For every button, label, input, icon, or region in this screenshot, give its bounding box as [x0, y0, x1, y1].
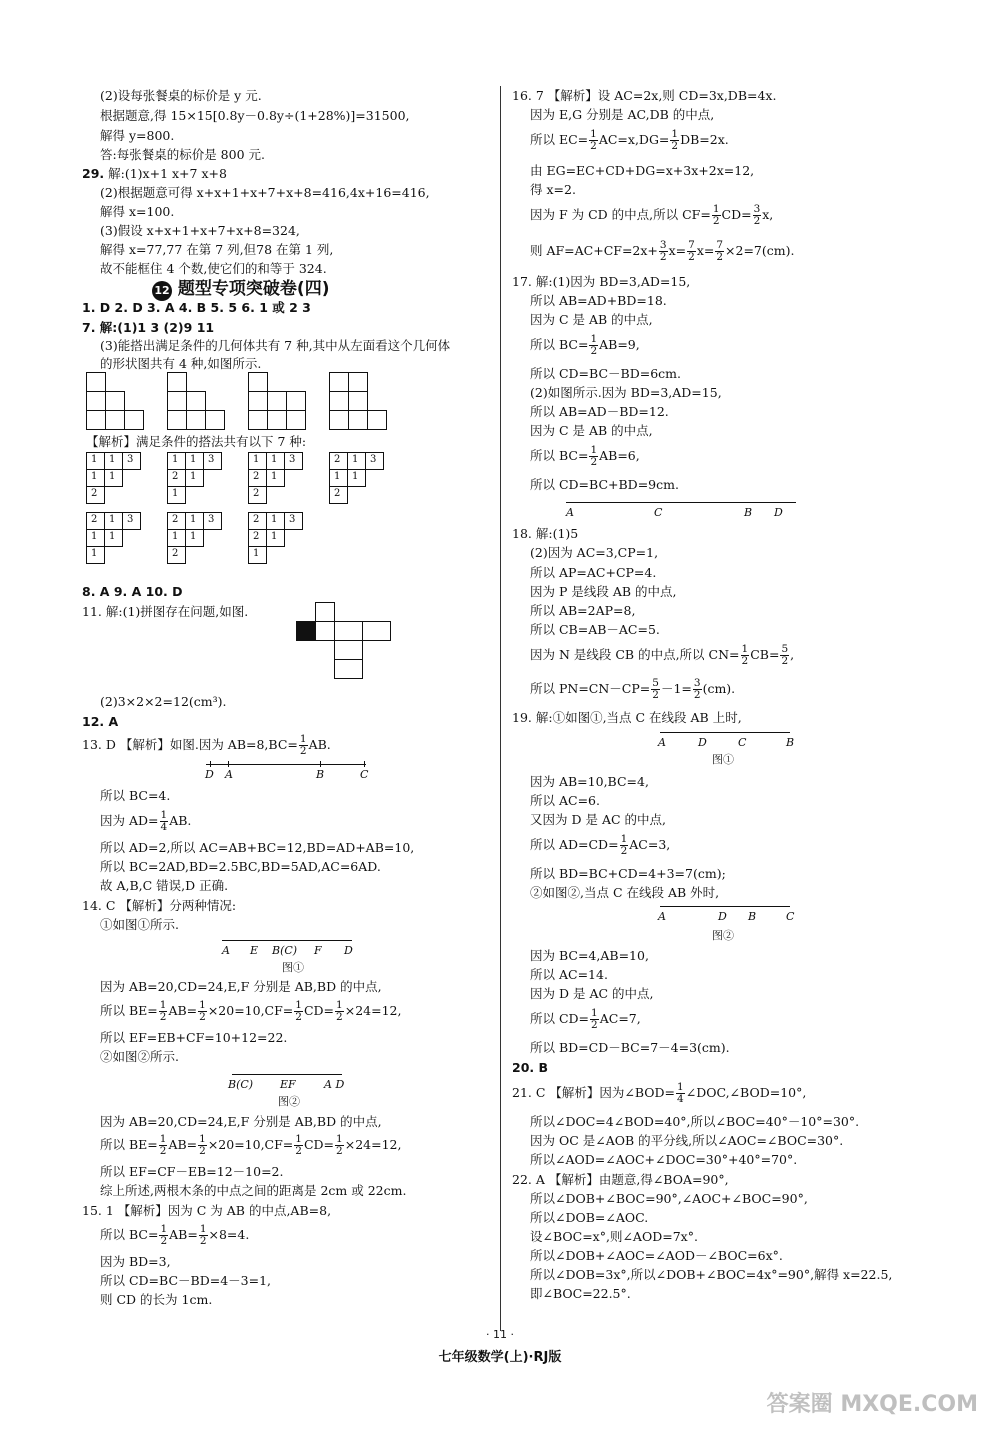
answer-line: 8. A 9. A 10. D: [82, 584, 183, 599]
text-line: 所以 EF=EB+CF=10+12=22.: [100, 1030, 288, 1045]
text-line: 设∠BOC=x°,则∠AOD=7x°.: [530, 1229, 698, 1244]
text-line: 所以 BD=CD－BC=7－4=3(cm).: [530, 1040, 730, 1055]
text-line: (2)3×2×2=12(cm³).: [100, 694, 227, 709]
text-line: (2)根据题意可得 x+x+1+x+7+x+8=416,4x+16=416,: [100, 185, 430, 200]
cube: [86, 410, 106, 430]
text-line: (2)如图所示.因为 BD=3,AD=15,: [530, 385, 722, 400]
text-line: 因为 AB=20,CD=24,E,F 分别是 AB,BD 的中点,: [100, 1114, 382, 1129]
text-line: 11. 解:(1)拼图存在问题,如图.: [82, 604, 249, 619]
text-line: 所以 CD=BC－BD=4－3=1,: [100, 1273, 272, 1288]
text-line: 所以 BC=: [530, 448, 589, 463]
cube: [105, 391, 125, 411]
section-title: [152, 274, 329, 301]
text-line: 根据题意,得 15×15[0.8y－0.8y÷(1+28%)]=31500,: [100, 108, 410, 123]
text-line: 所以 AD=2,所以 AC=AB+BC=12,BD=AD+AB=10,: [100, 840, 415, 855]
text-line: 综上所述,两根木条的中点之间的距离是 2cm 或 22cm.: [100, 1183, 407, 1198]
text-line: 【解析】满足条件的搭法共有以下 7 种:: [86, 434, 307, 449]
text-line: 又因为 D 是 AC 的中点,: [530, 812, 666, 827]
column-divider: [500, 86, 501, 1331]
cube: [124, 410, 144, 430]
cube: [205, 410, 225, 430]
cube: [167, 391, 187, 411]
text-line: 17. 解:(1)因为 BD=3,AD=15,: [512, 274, 691, 289]
cube: [367, 410, 387, 430]
text-line: 因为 AB=10,BC=4,: [530, 774, 649, 789]
text-line: 所以 BE=: [100, 1137, 158, 1152]
text-line: 所以 CD=: [530, 1011, 590, 1026]
cube: [329, 372, 349, 392]
watermark: 答案圈 MXQE.COM: [766, 1392, 978, 1417]
text-line: 即∠BOC=22.5°.: [530, 1286, 631, 1301]
figure-label: 图①: [282, 961, 304, 974]
cube: [286, 410, 306, 430]
section-number-badge: 12: [152, 281, 172, 301]
text-line: 所以 AB=2AP=8,: [530, 603, 636, 618]
text-line: 18. 解:(1)5: [512, 526, 579, 541]
section-title-text: 题型专项突破卷(四): [177, 279, 330, 299]
text-line: ②如图②,当点 C 在线段 AB 外时,: [530, 885, 720, 900]
cube: [348, 391, 368, 411]
question-number: 29.: [82, 166, 105, 181]
text-line: 解:(1)x+1 x+7 x+8: [108, 166, 227, 181]
text-line: 因为 D 是 AC 的中点,: [530, 986, 654, 1001]
text-line: 因为 BD=3,: [100, 1254, 171, 1269]
text-line: 的形状图共有 4 种,如图所示.: [100, 356, 262, 371]
cube: [267, 410, 287, 430]
text-line: 答:每张餐桌的标价是 800 元.: [100, 147, 265, 162]
text-line: 所以 EF=CF－EB=12－10=2.: [100, 1164, 284, 1179]
text-line: 15. 1 【解析】因为 C 为 AB 的中点,AB=8,: [82, 1203, 332, 1218]
text-line: 因为 C 是 AB 的中点,: [530, 423, 653, 438]
text-line: 所以 BC=: [100, 1227, 159, 1242]
text-line: 所以 EC=: [530, 132, 589, 147]
figure-label: 图②: [712, 929, 734, 942]
text-line: 所以 BD=BC+CD=4+3=7(cm);: [530, 866, 726, 881]
cube: [86, 372, 106, 392]
text-line: (2)因为 AC=3,CP=1,: [530, 545, 659, 560]
text-line: 所以 PN=CN－CP=: [530, 681, 651, 696]
cube: [267, 391, 287, 411]
text-line: 因为 E,G 分别是 AC,DB 的中点,: [530, 107, 715, 122]
cube: [248, 372, 268, 392]
text-line: (3)能搭出满足条件的几何体共有 7 种,其中从左面看这个几何体: [100, 338, 451, 353]
text-line: 所以 AC=14.: [530, 967, 608, 982]
text-line: (2)设每张餐桌的标价是 y 元.: [100, 88, 262, 103]
cube: [186, 410, 206, 430]
cube: [348, 410, 368, 430]
text-line: 因为 F 为 CD 的中点,所以 CF=: [530, 207, 711, 222]
cube: [348, 372, 368, 392]
text-line: 故不能框住 4 个数,使它们的和等于 324.: [100, 261, 327, 276]
text-line: 因为 AB=20,CD=24,E,F 分别是 AB,BD 的中点,: [100, 979, 382, 994]
page-number: · 11 ·: [486, 1328, 514, 1341]
text-line: 所以 AB=AD－BD=12.: [530, 404, 669, 419]
text-line: 故 A,B,C 错误,D 正确.: [100, 878, 229, 893]
text-line: 14. C 【解析】分两种情况:: [82, 898, 237, 913]
text-line: 所以 CD=BC－BD=6cm.: [530, 366, 681, 381]
text-line: 解得 x=77,77 在第 7 列,但78 在第 1 列,: [100, 242, 334, 257]
text-line: 所以 AD=CD=: [530, 837, 619, 852]
text-line: 所以∠DOB=∠AOC.: [530, 1210, 649, 1225]
text-line: 因为 OC 是∠AOB 的平分线,所以∠AOC=∠BOC=30°.: [530, 1133, 844, 1148]
cube: [329, 410, 349, 430]
text-line: 所以∠AOD=∠AOC+∠DOC=30°+40°=70°.: [530, 1152, 798, 1167]
text-line: ②如图②所示.: [100, 1049, 179, 1064]
cube: [167, 372, 187, 392]
text-line: 19. 解:①如图①,当点 C 在线段 AB 上时,: [512, 710, 742, 725]
text-line: 所以∠DOC=4∠BOD=40°,所以∠BOC=40°－10°=30°.: [530, 1114, 860, 1129]
cube: [105, 410, 125, 430]
figure-label: 图①: [712, 753, 734, 766]
cube: [186, 391, 206, 411]
figure-label: 图②: [278, 1095, 300, 1108]
text-line: 13. D 【解析】如图.因为 AB=8,BC=: [82, 737, 298, 752]
text-line: 因为 P 是线段 AB 的中点,: [530, 584, 677, 599]
text-line: 所以 CB=AB－AC=5.: [530, 622, 660, 637]
text-line: 所以 BC=: [530, 337, 589, 352]
answer-line: 20. B: [512, 1060, 549, 1075]
text-line: ①如图①所示.: [100, 917, 179, 932]
answer-line: 7. 解:(1)1 3 (2)9 11: [82, 320, 215, 335]
text-line: 所以 BC=4.: [100, 788, 171, 803]
text-line: 因为 BC=4,AB=10,: [530, 948, 649, 963]
text-line: 所以∠DOB+∠AOC=∠AOD－∠BOC=6x°.: [530, 1248, 783, 1263]
text-line: 由 EG=EC+CD+DG=x+3x+2x=12,: [530, 163, 755, 178]
answer-line: 12. A: [82, 714, 119, 729]
text-line: 解得 x=100.: [100, 204, 175, 219]
book-title: 七年级数学(上)·RJ版: [438, 1350, 562, 1365]
text-line: 所以 AP=AC+CP=4.: [530, 565, 657, 580]
cube: [86, 391, 106, 411]
text-line: 因为 C 是 AB 的中点,: [530, 312, 653, 327]
text-line: 所以 BE=: [100, 1003, 158, 1018]
answer-line: 1. D 2. D 3. A 4. B 5. 5 6. 1 或 2 3: [82, 300, 311, 315]
text-line: 则 CD 的长为 1cm.: [100, 1292, 213, 1307]
text-line: 所以 CD=BC+BD=9cm.: [530, 477, 679, 492]
text-line: 则 AF=AC+CF=2x+: [530, 243, 658, 258]
text-line: 得 x=2.: [530, 182, 576, 197]
cube: [248, 410, 268, 430]
text-line: 16. 7 【解析】设 AC=2x,则 CD=3x,DB=4x.: [512, 88, 777, 103]
text-line: 21. C 【解析】因为∠BOD=: [512, 1085, 676, 1100]
cube: [167, 410, 187, 430]
text-line: 因为 AD=: [100, 813, 159, 828]
fraction: $\frac{1}{2}$: [299, 733, 307, 757]
text-line: 解得 y=800.: [100, 128, 175, 143]
text-line: 所以 BC=2AD,BD=2.5BC,BD=5AD,AC=6AD.: [100, 859, 381, 874]
text-line: 所以∠DOB+∠BOC=90°,∠AOC+∠BOC=90°,: [530, 1191, 808, 1206]
text-line: 所以 AB=AD+BD=18.: [530, 293, 667, 308]
text-line: 因为 N 是线段 CB 的中点,所以 CN=: [530, 647, 740, 662]
cube: [248, 391, 268, 411]
text-line: 所以 AC=6.: [530, 793, 600, 808]
cube: [329, 391, 349, 411]
cube: [286, 391, 306, 411]
text-line: 所以∠DOB=3x°,所以∠DOB+∠BOC=4x°=90°,解得 x=22.5,: [530, 1267, 893, 1282]
text-line: 22. A 【解析】由题意,得∠BOA=90°,: [512, 1172, 729, 1187]
text-line: (3)假设 x+x+1+x+7+x+8=324,: [100, 223, 300, 238]
